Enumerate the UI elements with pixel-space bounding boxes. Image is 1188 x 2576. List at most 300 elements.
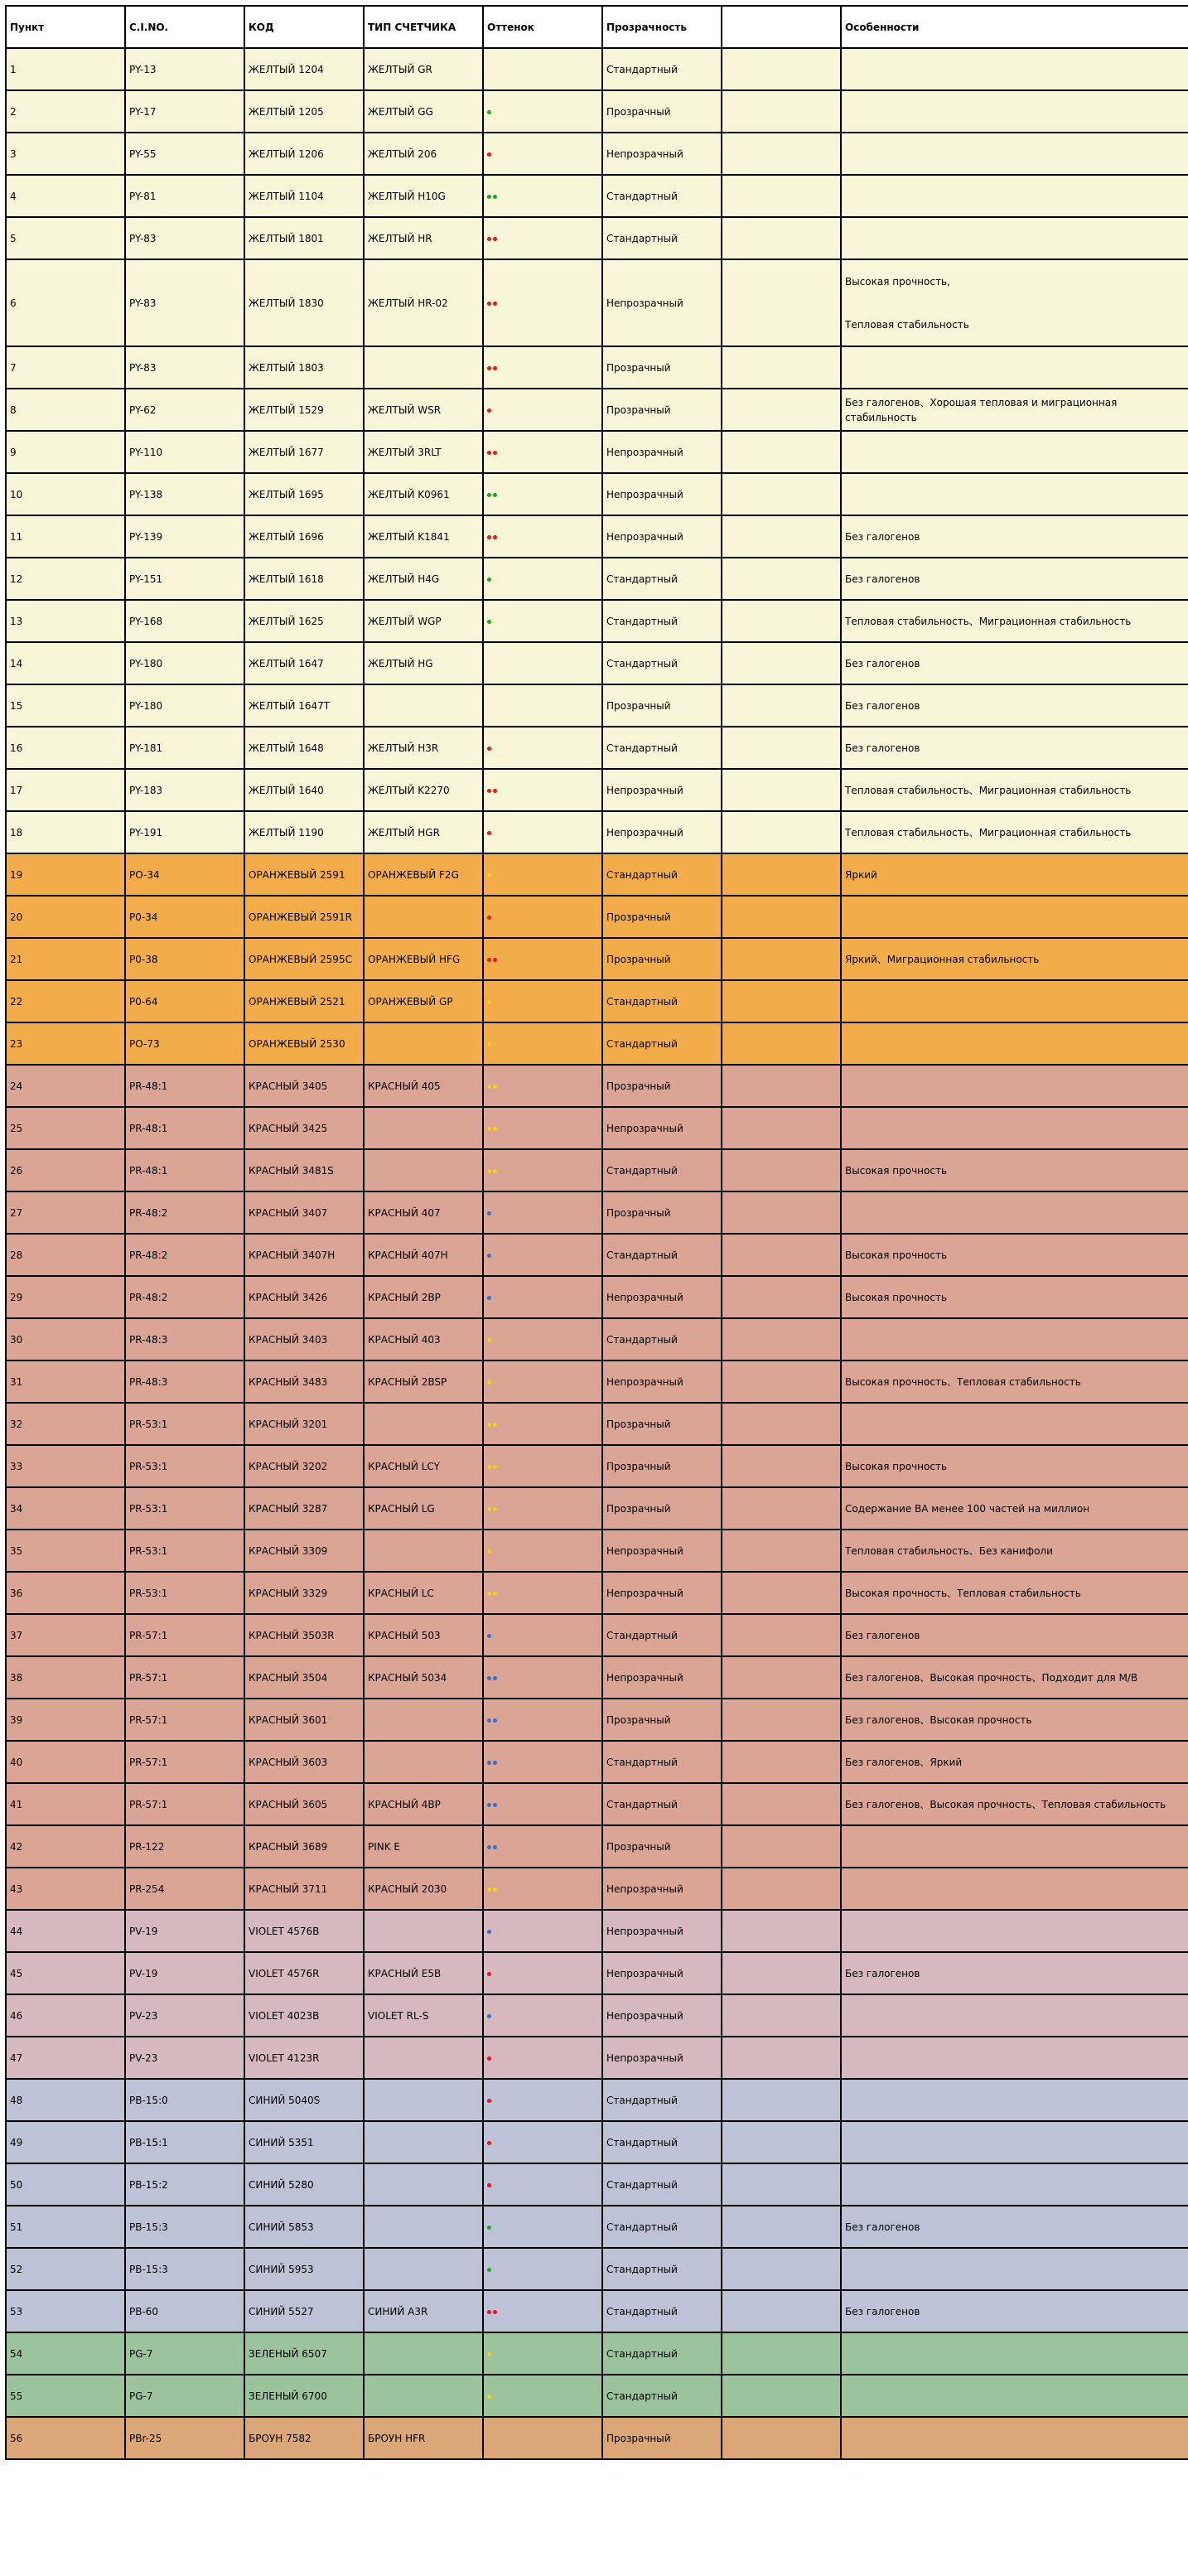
shade-cell <box>483 90 602 133</box>
pigment-table <box>5 5 1188 2460</box>
table-row <box>6 2206 1188 2248</box>
empty-cell <box>722 431 841 473</box>
shade-dot-yellow <box>487 1380 491 1385</box>
shade-dot-yellow <box>487 1549 491 1554</box>
counter-type-cell: ЖЕЛТЫЙ HG <box>364 642 483 684</box>
code-cell: КРАСНЫЙ 3309 <box>244 1530 364 1572</box>
features-cell <box>841 217 1188 259</box>
code-cell: ЖЕЛТЫЙ 1618 <box>244 558 364 600</box>
counter-type-cell: PINK E <box>364 1825 483 1868</box>
item-cell: 22 <box>6 980 125 1022</box>
counter-type-cell: ОРАНЖЕВЫЙ HFG <box>364 938 483 980</box>
empty-cell <box>722 1656 841 1699</box>
item-cell: 48 <box>6 2079 125 2121</box>
item-cell: 4 <box>6 175 125 217</box>
empty-cell <box>722 389 841 431</box>
table-row <box>6 2037 1188 2079</box>
table-body <box>6 48 1188 2459</box>
item-cell: 38 <box>6 1656 125 1699</box>
cino-cell: PY-151 <box>125 558 244 600</box>
transparency-cell: Непрозрачный <box>602 259 722 346</box>
code-cell: КРАСНЫЙ 3689 <box>244 1825 364 1868</box>
empty-cell <box>722 684 841 727</box>
code-cell: КРАСНЫЙ 3425 <box>244 1107 364 1149</box>
item-cell: 23 <box>6 1022 125 1065</box>
shade-dot-blue <box>493 1761 497 1765</box>
item-cell: 50 <box>6 2163 125 2206</box>
empty-cell <box>722 1360 841 1403</box>
table-row <box>6 1656 1188 1699</box>
features-cell: Тепловая стабильность、Миграционная стабильность <box>841 811 1188 853</box>
cino-cell: PY-139 <box>125 515 244 558</box>
shade-dot-blue <box>487 2014 491 2018</box>
counter-type-cell: КРАСНЫЙ 403 <box>364 1318 483 1360</box>
code-cell: КРАСНЫЙ 3605 <box>244 1783 364 1825</box>
shade-cell <box>483 1572 602 1614</box>
item-cell: 43 <box>6 1868 125 1910</box>
counter-type-cell <box>364 2375 483 2417</box>
item-cell: 30 <box>6 1318 125 1360</box>
shade-dot-yellow <box>487 873 491 877</box>
counter-type-cell <box>364 2206 483 2248</box>
features-cell: Высокая прочность、Тепловая стабильность <box>841 1572 1188 1614</box>
counter-type-cell: КРАСНЫЙ 2BSP <box>364 1360 483 1403</box>
transparency-cell: Прозрачный <box>602 346 722 389</box>
features-cell: Без галогенов <box>841 727 1188 769</box>
code-cell: КРАСНЫЙ 3407 <box>244 1191 364 1234</box>
shade-dot-yellow <box>487 1465 491 1469</box>
cino-cell: PV-19 <box>125 1952 244 1994</box>
table-row <box>6 217 1188 259</box>
table-row <box>6 1952 1188 1994</box>
transparency-cell: Непрозрачный <box>602 811 722 853</box>
shade-cell <box>483 473 602 515</box>
shade-cell <box>483 1614 602 1656</box>
counter-type-cell <box>364 1910 483 1952</box>
item-cell: 42 <box>6 1825 125 1868</box>
header-transparency: Прозрачность <box>602 6 722 48</box>
counter-type-cell <box>364 684 483 727</box>
empty-cell <box>722 1952 841 1994</box>
shade-dot-green <box>487 110 491 114</box>
shade-dot-yellow <box>487 1507 491 1511</box>
item-cell: 28 <box>6 1234 125 1276</box>
transparency-cell: Непрозрачный <box>602 1276 722 1318</box>
features-cell <box>841 133 1188 175</box>
counter-type-cell <box>364 346 483 389</box>
empty-cell <box>722 2037 841 2079</box>
features-cell <box>841 1107 1188 1149</box>
shade-dot-blue <box>487 1254 491 1258</box>
item-cell: 16 <box>6 727 125 769</box>
empty-cell <box>722 217 841 259</box>
empty-cell <box>722 1234 841 1276</box>
header-counter-type: ТИП СЧЕТЧИКА <box>364 6 483 48</box>
code-cell: ЖЕЛТЫЙ 1677 <box>244 431 364 473</box>
shade-dot-yellow <box>487 1887 491 1892</box>
features-line-2: Тепловая стабильность <box>845 318 969 331</box>
item-cell: 33 <box>6 1445 125 1487</box>
counter-type-cell: СИНИЙ A3R <box>364 2290 483 2332</box>
shade-dot-blue <box>487 1930 491 1934</box>
code-cell: КРАСНЫЙ 3601 <box>244 1699 364 1741</box>
code-cell: ОРАНЖЕВЫЙ 2521 <box>244 980 364 1022</box>
counter-type-cell: ОРАНЖЕВЫЙ F2G <box>364 853 483 896</box>
code-cell: ЖЕЛТЫЙ 1206 <box>244 133 364 175</box>
transparency-cell: Стандартный <box>602 853 722 896</box>
shade-cell <box>483 642 602 684</box>
features-cell: Без галогенов、Хорошая тепловая и миграционная стабильность <box>841 389 1188 431</box>
shade-cell <box>483 980 602 1022</box>
transparency-cell: Стандартный <box>602 1783 722 1825</box>
code-cell: ЖЕЛТЫЙ 1529 <box>244 389 364 431</box>
item-cell: 40 <box>6 1741 125 1783</box>
code-cell: КРАСНЫЙ 3504 <box>244 1656 364 1699</box>
features-cell: Тепловая стабильность、Миграционная стабильность <box>841 600 1188 642</box>
shade-dot-red <box>493 535 497 539</box>
transparency-cell: Стандартный <box>602 1022 722 1065</box>
table-row <box>6 600 1188 642</box>
counter-type-cell: ЖЕЛТЫЙ HR <box>364 217 483 259</box>
shade-cell <box>483 1149 602 1191</box>
shade-dot-yellow <box>487 1042 491 1046</box>
item-cell: 18 <box>6 811 125 853</box>
item-cell: 55 <box>6 2375 125 2417</box>
shade-cell <box>483 1994 602 2037</box>
empty-cell <box>722 2163 841 2206</box>
empty-cell <box>722 90 841 133</box>
empty-cell <box>722 896 841 938</box>
features-cell <box>841 1868 1188 1910</box>
transparency-cell: Непрозрачный <box>602 1572 722 1614</box>
code-cell: КРАСНЫЙ 3287 <box>244 1487 364 1530</box>
transparency-cell: Непрозрачный <box>602 431 722 473</box>
code-cell: ЖЕЛТЫЙ 1204 <box>244 48 364 90</box>
item-cell: 13 <box>6 600 125 642</box>
table-row <box>6 2121 1188 2163</box>
transparency-cell: Непрозрачный <box>602 133 722 175</box>
shade-dot-yellow <box>487 1338 491 1342</box>
cino-cell: PY-110 <box>125 431 244 473</box>
empty-cell <box>722 2375 841 2417</box>
transparency-cell: Прозрачный <box>602 1191 722 1234</box>
transparency-cell: Непрозрачный <box>602 769 722 811</box>
item-cell: 46 <box>6 1994 125 2037</box>
table-row <box>6 1572 1188 1614</box>
shade-dot-green <box>487 195 491 199</box>
counter-type-cell: VIOLET RL-S <box>364 1994 483 2037</box>
features-line-1: Высокая прочность, <box>845 275 950 288</box>
table-row <box>6 1445 1188 1487</box>
shade-cell <box>483 1741 602 1783</box>
shade-dot-blue <box>487 1296 491 1300</box>
item-cell: 11 <box>6 515 125 558</box>
transparency-cell: Стандартный <box>602 2121 722 2163</box>
shade-dot-blue <box>487 1718 491 1723</box>
table-row <box>6 1149 1188 1191</box>
counter-type-cell: ЖЕЛТЫЙ H3R <box>364 727 483 769</box>
header-code: КОД <box>244 6 364 48</box>
shade-cell <box>483 1910 602 1952</box>
counter-type-cell <box>364 1149 483 1191</box>
empty-cell <box>722 346 841 389</box>
shade-dot-yellow <box>487 2395 491 2399</box>
transparency-cell: Прозрачный <box>602 684 722 727</box>
code-cell: ЖЕЛТЫЙ 1647T <box>244 684 364 727</box>
cino-cell: PR-48:2 <box>125 1191 244 1234</box>
code-cell: ЖЕЛТЫЙ 1647 <box>244 642 364 684</box>
empty-cell <box>722 1572 841 1614</box>
shade-cell <box>483 1656 602 1699</box>
shade-cell <box>483 1783 602 1825</box>
code-cell: ЖЕЛТЫЙ 1625 <box>244 600 364 642</box>
code-cell: ЗЕЛЕНЫЙ 6507 <box>244 2332 364 2375</box>
transparency-cell: Непрозрачный <box>602 2037 722 2079</box>
table-row <box>6 769 1188 811</box>
shade-cell <box>483 769 602 811</box>
shade-cell <box>483 2206 602 2248</box>
cino-cell: PY-83 <box>125 346 244 389</box>
code-cell: СИНИЙ 5953 <box>244 2248 364 2290</box>
item-cell: 35 <box>6 1530 125 1572</box>
empty-cell <box>722 600 841 642</box>
features-cell: Без галогенов、Яркий <box>841 1741 1188 1783</box>
empty-cell <box>722 1741 841 1783</box>
counter-type-cell: ЖЕЛТЫЙ HR-02 <box>364 259 483 346</box>
item-cell: 25 <box>6 1107 125 1149</box>
table-row <box>6 1065 1188 1107</box>
features-cell <box>841 1191 1188 1234</box>
item-cell: 12 <box>6 558 125 600</box>
shade-cell <box>483 1234 602 1276</box>
table-row <box>6 346 1188 389</box>
shade-dot-blue <box>487 1803 491 1807</box>
empty-cell <box>722 1994 841 2037</box>
cino-cell: PY-55 <box>125 133 244 175</box>
table-row <box>6 684 1188 727</box>
table-row <box>6 1360 1188 1403</box>
cino-cell: PG-7 <box>125 2332 244 2375</box>
table-row <box>6 1403 1188 1445</box>
shade-dot-yellow <box>493 1465 497 1469</box>
features-cell <box>841 2248 1188 2290</box>
table-row <box>6 1825 1188 1868</box>
code-cell: КРАСНЫЙ 3407H <box>244 1234 364 1276</box>
empty-cell <box>722 48 841 90</box>
transparency-cell: Стандартный <box>602 1234 722 1276</box>
cino-cell: PO-34 <box>125 853 244 896</box>
features-cell: Содержание BA менее 100 частей на миллион <box>841 1487 1188 1530</box>
shade-dot-red <box>487 408 491 413</box>
shade-dot-red <box>487 302 491 306</box>
features-cell: Без галогенов、Высокая прочность、Тепловая стабильность <box>841 1783 1188 1825</box>
counter-type-cell: ЖЕЛТЫЙ K0961 <box>364 473 483 515</box>
shade-dot-blue <box>493 1845 497 1849</box>
shade-cell <box>483 684 602 727</box>
item-cell: 10 <box>6 473 125 515</box>
cino-cell: PY-180 <box>125 684 244 727</box>
features-cell <box>841 1022 1188 1065</box>
features-cell <box>841 2332 1188 2375</box>
transparency-cell: Стандартный <box>602 48 722 90</box>
shade-dot-red <box>487 958 491 962</box>
code-cell: ЖЕЛТЫЙ 1190 <box>244 811 364 853</box>
features-cell: Без галогенов <box>841 515 1188 558</box>
table-row <box>6 1022 1188 1065</box>
features-cell <box>841 1403 1188 1445</box>
transparency-cell: Прозрачный <box>602 1065 722 1107</box>
shade-dot-blue <box>493 1803 497 1807</box>
features-cell: Без галогенов、Высокая прочность、Подходит для M/B <box>841 1656 1188 1699</box>
features-cell <box>841 1065 1188 1107</box>
counter-type-cell: КРАСНЫЙ LC <box>364 1572 483 1614</box>
table-row <box>6 1699 1188 1741</box>
empty-cell <box>722 1276 841 1318</box>
transparency-cell: Стандартный <box>602 1149 722 1191</box>
counter-type-cell: КРАСНЫЙ 407H <box>364 1234 483 1276</box>
item-cell: 53 <box>6 2290 125 2332</box>
item-cell: 56 <box>6 2417 125 2459</box>
table-row <box>6 48 1188 90</box>
shade-cell <box>483 217 602 259</box>
code-cell: КРАСНЫЙ 3481S <box>244 1149 364 1191</box>
code-cell: КРАСНЫЙ 3426 <box>244 1276 364 1318</box>
cino-cell: PV-23 <box>125 1994 244 2037</box>
transparency-cell: Непрозрачный <box>602 1994 722 2037</box>
shade-cell <box>483 938 602 980</box>
counter-type-cell: КРАСНЫЙ 503 <box>364 1614 483 1656</box>
empty-cell <box>722 1699 841 1741</box>
shade-dot-blue <box>487 1634 491 1638</box>
item-cell: 37 <box>6 1614 125 1656</box>
features-cell <box>841 48 1188 90</box>
item-cell: 7 <box>6 346 125 389</box>
transparency-cell: Стандартный <box>602 2079 722 2121</box>
table-row <box>6 642 1188 684</box>
features-cell: Высокая прочность <box>841 1276 1188 1318</box>
code-cell: КРАСНЫЙ 3202 <box>244 1445 364 1487</box>
shade-dot-yellow <box>487 1592 491 1596</box>
shade-cell <box>483 1825 602 1868</box>
item-cell: 17 <box>6 769 125 811</box>
table-row <box>6 558 1188 600</box>
counter-type-cell: ЖЕЛТЫЙ H10G <box>364 175 483 217</box>
empty-cell <box>722 133 841 175</box>
cino-cell: PR-57:1 <box>125 1699 244 1741</box>
empty-cell <box>722 642 841 684</box>
header-row <box>6 6 1188 48</box>
transparency-cell: Стандартный <box>602 217 722 259</box>
shade-dot-yellow <box>487 1169 491 1173</box>
table-row <box>6 727 1188 769</box>
transparency-cell: Непрозрачный <box>602 1107 722 1149</box>
cino-cell: PB-60 <box>125 2290 244 2332</box>
cino-cell: P0-64 <box>125 980 244 1022</box>
shade-dot-red <box>487 2183 491 2187</box>
empty-cell <box>722 1065 841 1107</box>
features-cell: Без галогенов <box>841 642 1188 684</box>
transparency-cell: Непрозрачный <box>602 1952 722 1994</box>
code-cell: VIOLET 4576B <box>244 1910 364 1952</box>
cino-cell: PR-57:1 <box>125 1614 244 1656</box>
code-cell: ЗЕЛЕНЫЙ 6700 <box>244 2375 364 2417</box>
shade-dot-red <box>493 366 497 370</box>
table-row <box>6 1191 1188 1234</box>
transparency-cell: Прозрачный <box>602 938 722 980</box>
empty-cell <box>722 853 841 896</box>
code-cell: VIOLET 4576R <box>244 1952 364 1994</box>
table-row <box>6 1868 1188 1910</box>
features-cell <box>841 1910 1188 1952</box>
transparency-cell: Стандартный <box>602 727 722 769</box>
code-cell: КРАСНЫЙ 3503R <box>244 1614 364 1656</box>
shade-dot-red <box>487 152 491 157</box>
empty-cell <box>722 259 841 346</box>
code-cell: БРОУН 7582 <box>244 2417 364 2459</box>
item-cell: 21 <box>6 938 125 980</box>
shade-cell <box>483 1952 602 1994</box>
shade-dot-yellow <box>487 1423 491 1427</box>
cino-cell: PB-15:1 <box>125 2121 244 2163</box>
counter-type-cell <box>364 2163 483 2206</box>
empty-cell <box>722 1530 841 1572</box>
shade-cell <box>483 896 602 938</box>
shade-cell <box>483 1065 602 1107</box>
empty-cell <box>722 1487 841 1530</box>
counter-type-cell: ОРАНЖЕВЫЙ GP <box>364 980 483 1022</box>
header-empty <box>722 6 841 48</box>
features-cell: Без галогенов <box>841 684 1188 727</box>
table-row <box>6 431 1188 473</box>
features-cell <box>841 896 1188 938</box>
shade-cell <box>483 1403 602 1445</box>
shade-dot-red <box>493 789 497 793</box>
empty-cell <box>722 2121 841 2163</box>
table-row <box>6 1530 1188 1572</box>
table-row <box>6 1276 1188 1318</box>
shade-dot-red <box>487 747 491 751</box>
cino-cell: PY-191 <box>125 811 244 853</box>
empty-cell <box>722 938 841 980</box>
features-cell <box>841 2121 1188 2163</box>
code-cell: ЖЕЛТЫЙ 1640 <box>244 769 364 811</box>
features-cell <box>841 90 1188 133</box>
shade-cell <box>483 1445 602 1487</box>
code-cell: ОРАНЖЕВЫЙ 2530 <box>244 1022 364 1065</box>
transparency-cell: Прозрачный <box>602 90 722 133</box>
cino-cell: PB-15:3 <box>125 2206 244 2248</box>
item-cell: 34 <box>6 1487 125 1530</box>
table-row <box>6 2417 1188 2459</box>
shade-cell <box>483 2375 602 2417</box>
table-row <box>6 896 1188 938</box>
code-cell: КРАСНЫЙ 3603 <box>244 1741 364 1783</box>
item-cell: 54 <box>6 2332 125 2375</box>
code-cell: КРАСНЫЙ 3483 <box>244 1360 364 1403</box>
features-cell: Тепловая стабильность、Без канифоли <box>841 1530 1188 1572</box>
shade-cell <box>483 600 602 642</box>
shade-dot-red <box>487 535 491 539</box>
shade-dot-red <box>487 237 491 241</box>
table-row <box>6 389 1188 431</box>
shade-cell <box>483 48 602 90</box>
table-row <box>6 259 1188 346</box>
shade-dot-red <box>493 2310 497 2314</box>
shade-cell <box>483 1107 602 1149</box>
empty-cell <box>722 1107 841 1149</box>
features-cell <box>841 473 1188 515</box>
shade-dot-yellow <box>487 1085 491 1089</box>
